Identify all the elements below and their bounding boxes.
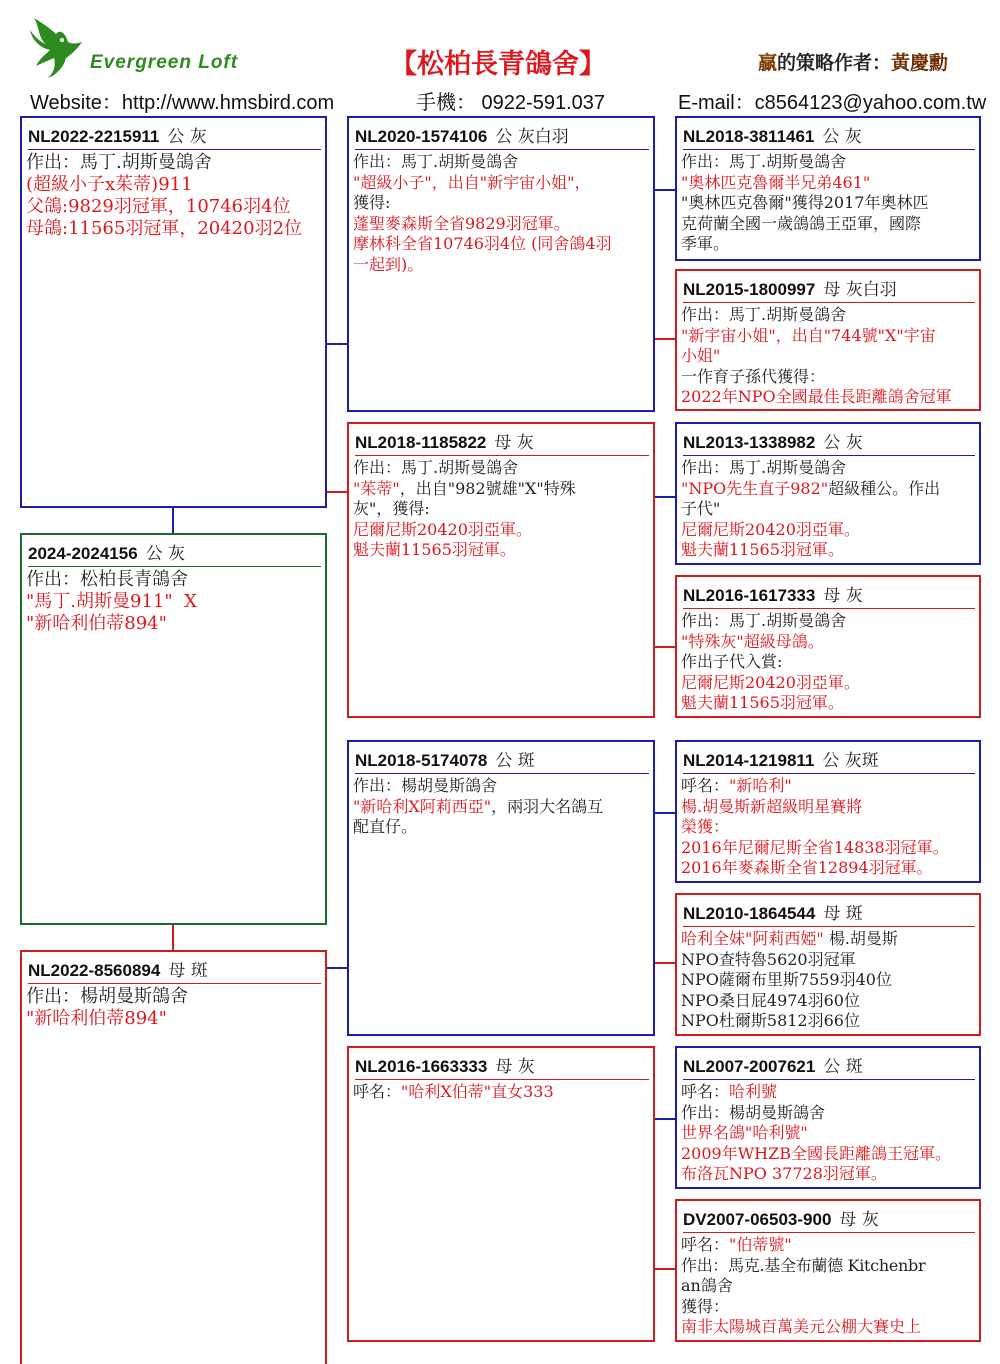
color-label: 斑: [190, 961, 208, 981]
sex-label: 母: [168, 961, 186, 981]
sex-label: 公: [145, 544, 163, 564]
sex-label: 公: [822, 751, 840, 771]
info-line: 蓬聖麥森斯全省9829羽冠軍。: [353, 213, 570, 233]
info-line: "奧林匹克魯爾"獲得2017年奧林匹: [681, 193, 929, 212]
color-label: 灰: [517, 1057, 535, 1077]
info-line: 2022年NPO全國最佳長距離鴿舍冠軍: [681, 387, 952, 406]
ring-number: NL2018-1185822: [355, 433, 487, 452]
connector-line: [654, 812, 676, 814]
info-line: "新哈利伯蒂894": [26, 613, 167, 634]
sex-label: 公: [823, 433, 841, 453]
sex-label: 母: [494, 433, 512, 453]
connector-line: [172, 924, 174, 951]
info-line: 作出子代入賞:: [681, 652, 783, 671]
breeder-line: 作出：楊胡曼斯鴿舍: [26, 986, 188, 1007]
breeder-line: 作出：馬丁.胡斯曼鴿舍: [353, 152, 519, 171]
breeder-line: 作出：馬丁.胡斯曼鴿舍: [26, 152, 212, 173]
info-line: "馬丁.胡斯曼911" X: [26, 591, 197, 612]
color-label: 灰: [845, 433, 863, 453]
info-line: 小姐": [681, 346, 721, 365]
ring-number: NL2016-1663333: [355, 1057, 488, 1076]
connector-line: [172, 507, 174, 533]
info-line: 獲得:: [353, 193, 391, 212]
info-line: 父鴿:9829羽冠軍，10746羽4位: [26, 196, 291, 217]
ring-number: DV2007-06503-900: [683, 1210, 832, 1229]
ring-number: NL2016-1617333: [683, 586, 816, 605]
ring-number: NL2022-2215911: [28, 127, 160, 146]
sex-label: 公: [822, 127, 840, 147]
info-line: 尼爾尼斯20420羽亞軍。: [353, 519, 532, 539]
sire-card[interactable]: [20, 116, 327, 508]
author-line: [758, 48, 948, 75]
color-label: 斑: [845, 1057, 863, 1077]
info-line: 一起到)。: [353, 254, 424, 274]
connector-line: [326, 967, 348, 969]
color-label: 灰: [189, 127, 207, 147]
info-line: "哈利X伯蒂"直女333: [401, 1082, 554, 1101]
info-line: "NPO先生直子982": [681, 478, 829, 498]
connector-line: [654, 496, 676, 498]
info-line: 克荷蘭全國一歲鴿鴿王亞軍，國際: [681, 213, 922, 233]
color-label: 灰白羽: [517, 127, 569, 147]
ddd-card[interactable]: [675, 1199, 981, 1342]
dam-card[interactable]: [20, 950, 327, 1364]
sex-label: 母: [495, 1057, 513, 1077]
ring-number: NL2018-5174078: [355, 751, 488, 770]
dam-dam-card[interactable]: [347, 1046, 655, 1342]
info-line: 魁夫蘭11565羽冠軍。: [353, 540, 516, 559]
website-text: Website：http://www.hmsbird.com: [30, 92, 335, 114]
color-label: 灰: [516, 433, 534, 453]
author-label: 的策略作者：: [777, 52, 892, 74]
info-line: 世界名鴿"哈利號": [681, 1123, 808, 1142]
breeder-line: 作出：馬丁.胡斯曼鴿舍: [681, 152, 847, 171]
connector-line: [654, 1268, 676, 1270]
breeder-line: 作出：馬丁.胡斯曼鴿舍: [681, 305, 847, 324]
info-line: "新哈利伯蒂894": [26, 1008, 167, 1029]
info-line: 魁夫蘭11565羽冠軍。: [681, 693, 844, 712]
info-line: 南非太陽城百萬美元公棚大賽史上: [681, 1317, 922, 1336]
ssd-card[interactable]: [675, 269, 981, 411]
author-name: 黃慶勳: [891, 52, 949, 74]
sex-label: 公: [823, 1057, 841, 1077]
info-line: 2009年WHZB全國長距離鴿王冠軍。: [681, 1143, 951, 1163]
sdd-card[interactable]: [675, 575, 981, 718]
color-label: 斑: [845, 904, 863, 924]
info-line: ，兩羽大名鴿互: [491, 796, 604, 816]
info-line: 配直仔。: [353, 817, 418, 836]
info-line: 魁夫蘭11565羽冠軍。: [681, 540, 844, 559]
sex-label: 公: [167, 127, 185, 147]
page-title: 【松柏長青鴿舍】: [390, 49, 606, 80]
info-line: NPO桑日屁4974羽60位: [681, 990, 860, 1010]
ring-number: 2024-2024156: [28, 544, 138, 563]
breeder-line: 作出：馬克.基全布蘭德 Kitchenbr: [681, 1255, 926, 1275]
sex-label: 母: [839, 1210, 857, 1230]
ring-number: NL2020-1574106: [355, 127, 488, 146]
info-line: 母鴿:11565羽冠軍，20420羽2位: [26, 218, 303, 239]
info-line: 尼爾尼斯20420羽亞軍。: [681, 519, 860, 539]
breeder-line: 作出：楊胡曼斯鴿舍: [681, 1102, 826, 1122]
info-line: 楊.胡曼斯: [823, 929, 898, 948]
sds-card[interactable]: [675, 422, 981, 565]
info-line: 一作育子孫代獲得：: [681, 366, 826, 386]
info-line: 2016年尼爾尼斯全省14838羽冠軍。: [681, 837, 949, 857]
connector-line: [326, 343, 348, 345]
brand-name: Evergreen Loft: [90, 52, 239, 73]
info-line: 哈利全妹"阿莉西婭": [681, 929, 824, 948]
info-line: 呼名：: [681, 1082, 730, 1101]
color-label: 斑: [517, 751, 535, 771]
info-line: "伯蒂號": [729, 1235, 792, 1254]
info-line: 2016年麥森斯全省12894羽冠軍。: [681, 858, 933, 877]
sex-label: 母: [823, 280, 841, 300]
info-line: "新宇宙小姐"，出自"744號"X"宇宙: [681, 325, 936, 345]
info-line: 超級種公。作出: [828, 478, 941, 498]
connector-line: [654, 1118, 676, 1120]
breeder-line: 作出：松柏長青鴿舍: [26, 569, 188, 590]
connector-line: [654, 189, 676, 191]
info-line: 哈利號: [729, 1082, 778, 1101]
info-line: "新哈利X阿莉西亞": [353, 796, 492, 816]
info-line: NPO查特魯5620羽冠軍: [681, 949, 856, 969]
info-line: an鴿舍: [681, 1276, 733, 1295]
color-label: 灰: [861, 1210, 879, 1230]
sex-label: 母: [823, 586, 841, 606]
breeder-line: 作出：馬丁.胡斯曼鴿舍: [353, 458, 519, 477]
sire-dam-card[interactable]: [347, 422, 655, 718]
info-line: 呼名：: [681, 776, 730, 795]
info-line: "特殊灰"超級母鴿。: [681, 631, 824, 651]
info-line: "新哈利": [729, 776, 792, 795]
info-line: 季軍。: [681, 234, 730, 253]
info-line: 灰"，獲得:: [353, 499, 430, 518]
ring-number: NL2015-1800997: [683, 280, 816, 299]
connector-line: [654, 338, 676, 340]
ring-number: NL2018-3811461: [683, 127, 815, 146]
dam-sire-card[interactable]: [347, 740, 655, 1036]
color-label: 灰: [845, 586, 863, 606]
color-label: 灰: [168, 544, 186, 564]
email-text: E-mail：c8564123@yahoo.com.tw: [678, 92, 987, 114]
sex-label: 公: [495, 751, 513, 771]
ring-number: NL2014-1219811: [683, 751, 815, 770]
info-line: 榮獲：: [681, 817, 730, 836]
breeder-line: 作出：馬丁.胡斯曼鴿舍: [681, 458, 847, 477]
color-label: 灰白羽: [845, 280, 897, 300]
info-line: 楊.胡曼斯新超級明星賽將: [681, 796, 863, 816]
phone-text: 手機： 0922-591.037: [416, 92, 606, 114]
connector-line: [654, 962, 676, 964]
subject-card[interactable]: [20, 533, 327, 925]
info-line: (超級小子x茱蒂)911: [26, 174, 193, 195]
ring-number: NL2007-2007621: [683, 1057, 816, 1076]
sss-card[interactable]: [675, 116, 981, 261]
info-line: 呼名：: [681, 1235, 730, 1254]
dds-card[interactable]: [675, 1046, 981, 1189]
breeder-line: 作出：楊胡曼斯鴿舍: [353, 776, 498, 795]
info-line: "超級小子"，出自"新宇宙小姐"，: [353, 172, 591, 192]
connector-line: [654, 646, 676, 648]
info-line: 獲得：: [681, 1296, 730, 1316]
author-char: 贏: [758, 52, 778, 74]
info-line: "奧林匹克魯爾半兄弟461": [681, 172, 871, 192]
info-line: 尼爾尼斯20420羽亞軍。: [681, 672, 860, 692]
dsd-card[interactable]: [675, 893, 981, 1036]
info-line: ，出自"982號雄"X"特殊: [399, 478, 576, 498]
breeder-line: 作出：馬丁.胡斯曼鴿舍: [681, 611, 847, 630]
ring-number: NL2022-8560894: [28, 961, 161, 980]
sex-label: 公: [495, 127, 513, 147]
connector-line: [326, 491, 348, 493]
sex-label: 母: [823, 904, 841, 924]
info-line: 摩林科全省10746羽4位 (同舍鴿4羽: [353, 234, 612, 253]
dss-card[interactable]: [675, 740, 981, 883]
info-line: 子代": [681, 499, 721, 518]
dove-icon: [26, 14, 86, 80]
info-line: NPO薩爾布里斯7559羽40位: [681, 970, 892, 989]
info-line: NPO杜爾斯5812羽66位: [681, 1011, 860, 1030]
info-line: "茱蒂": [353, 478, 400, 498]
sire-sire-card[interactable]: [347, 116, 655, 412]
ring-number: NL2010-1864544: [683, 904, 816, 923]
color-label: 灰斑: [844, 751, 879, 771]
info-line: 布洛瓦NPO 37728羽冠軍。: [681, 1164, 887, 1183]
ring-number: NL2013-1338982: [683, 433, 816, 452]
info-line: 呼名：: [353, 1082, 402, 1101]
color-label: 灰: [844, 127, 862, 147]
